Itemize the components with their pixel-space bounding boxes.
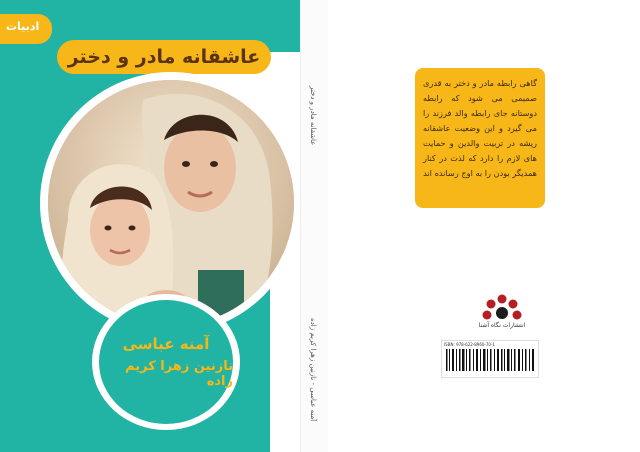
barcode — [441, 340, 539, 378]
spine-title: عاشقانه مادر و دختر — [309, 86, 317, 146]
barcode-bars — [446, 349, 534, 371]
book-spine — [300, 0, 330, 452]
back-cover — [328, 0, 640, 452]
author-name-2: نازنین زهرا کریم زاده — [125, 359, 233, 389]
book-title: عاشقانه مادر و دختر — [67, 46, 261, 68]
front-cover — [0, 0, 300, 452]
cover-photo — [48, 80, 294, 326]
spine-authors: آمنه عباسی - نازنین زهرا کریم زاده — [309, 318, 317, 422]
title-banner — [57, 40, 271, 74]
blurb-text: گاهی رابطه مادر و دختر به قدری صمیمی می شود که رابطه دوستانه جای رابطه والد فرزند را می گیرد و این وضعیت عاشقانه ریشه در تربیت والدین و حمایت های لازم را دارد که لذت در کنار همدیگر بودن را به اوج رسانده اند — [423, 78, 537, 178]
category-label: ادبیات — [6, 20, 40, 33]
publisher-logo-icon — [478, 290, 526, 338]
mother-daughter-illustration — [48, 80, 294, 326]
publisher-name: انتشارات نگاه آشنا — [478, 322, 526, 329]
blurb-box — [415, 68, 545, 208]
isbn-number: ISBN: 978-622-8960-70-1 — [444, 342, 495, 347]
author-name-1: آمنه عباسی — [122, 335, 210, 353]
author-badge — [99, 300, 233, 424]
